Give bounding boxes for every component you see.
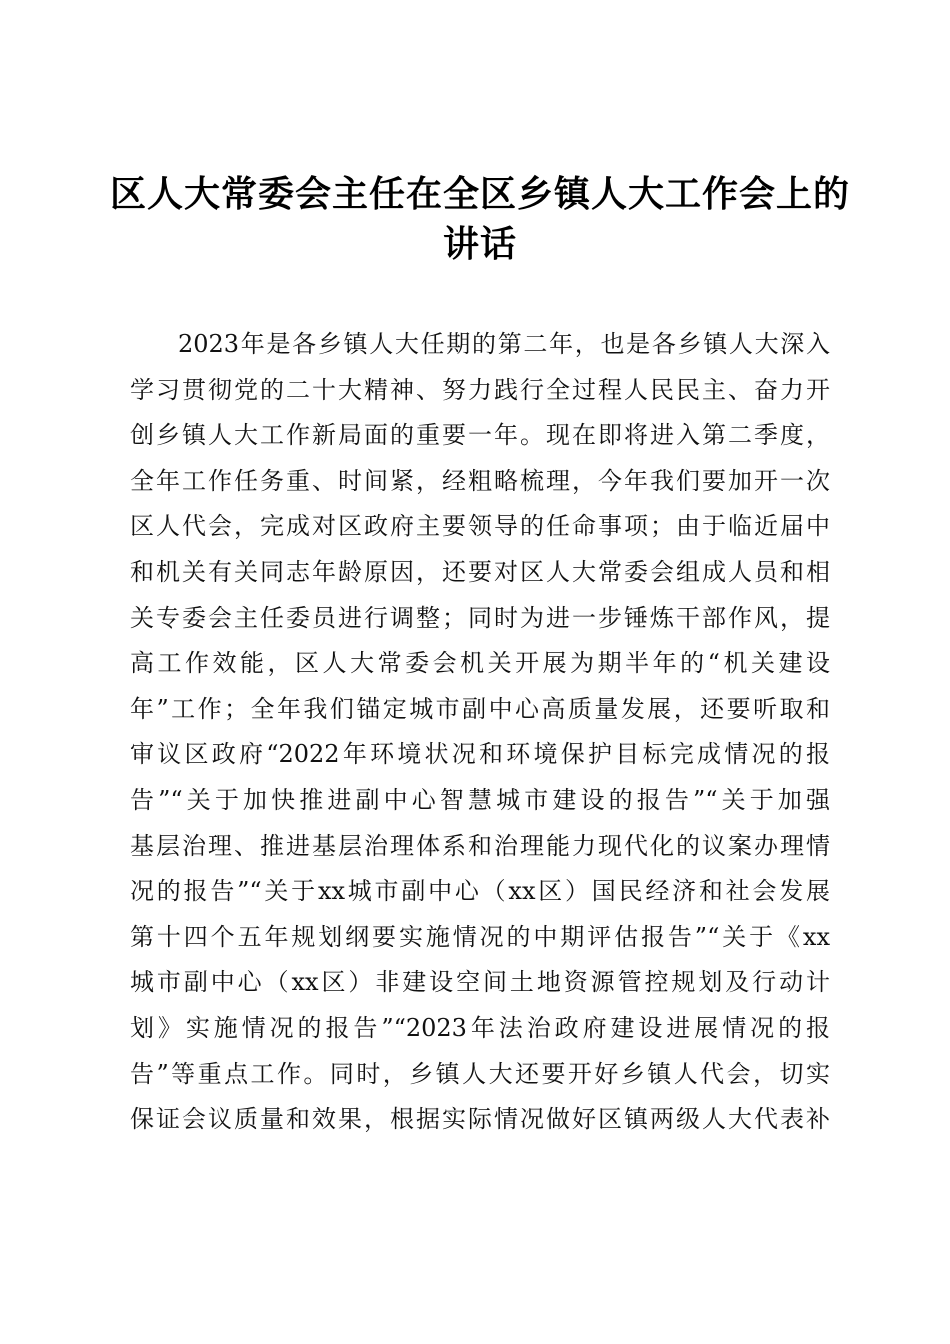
- document-title: [110, 170, 850, 270]
- paragraph-line: 基层治理、推进基层治理体系和治理能力现代化的议案办理情: [130, 831, 830, 860]
- title-line: 讲话: [442, 224, 517, 265]
- paragraph-line: 学习贯彻党的二十大精神、努力践行全过程人民民主、奋力开: [130, 375, 830, 404]
- paragraph-line: 审议区政府“2022年环境状况和环境保护目标完成情况的报: [130, 740, 830, 769]
- paragraph-line: 高工作效能，区人大常委会机关开展为期半年的“机关建设: [130, 649, 830, 678]
- title-line: 区人大常委会主任在全区乡镇人大工作会上的: [110, 174, 851, 215]
- paragraph-line: 划》实施情况的报告”“2023年法治政府建设进展情况的报: [130, 1013, 830, 1042]
- paragraph-line: 年”工作；全年我们锚定城市副中心高质量发展，还要听取和: [130, 694, 830, 723]
- paragraph-line: 2023年是各乡镇人大任期的第二年，也是各乡镇人大深入: [178, 330, 830, 358]
- paragraph-line: 保证会议质量和效果，根据实际情况做好区镇两级人大代表补: [130, 1105, 830, 1134]
- paragraph-line: 城市副中心（xx区）非建设空间土地资源管控规划及行动计: [130, 968, 830, 997]
- paragraph-line: 关专委会主任委员进行调整；同时为进一步锤炼干部作风，提: [130, 603, 830, 632]
- paragraph-line: 区人代会，完成对区政府主要领导的任命事项；由于临近届中: [130, 512, 830, 541]
- paragraph-line: 告”“关于加快推进副中心智慧城市建设的报告”“关于加强: [130, 785, 830, 814]
- body-paragraph: [130, 322, 830, 1143]
- paragraph-line: 创乡镇人大工作新局面的重要一年。现在即将进入第二季度，: [130, 421, 830, 450]
- paragraph-line: 全年工作任务重、时间紧，经粗略梳理，今年我们要加开一次: [130, 466, 830, 495]
- paragraph-line: 和机关有关同志年龄原因，还要对区人大常委会组成人员和相: [130, 557, 830, 586]
- paragraph-line: 第十四个五年规划纲要实施情况的中期评估报告”“关于《xx: [130, 922, 830, 951]
- paragraph-line: 告”等重点工作。同时，乡镇人大还要开好乡镇人代会，切实: [130, 1059, 830, 1088]
- paragraph-line: 况的报告”“关于xx城市副中心（xx区）国民经济和社会发展: [130, 877, 830, 906]
